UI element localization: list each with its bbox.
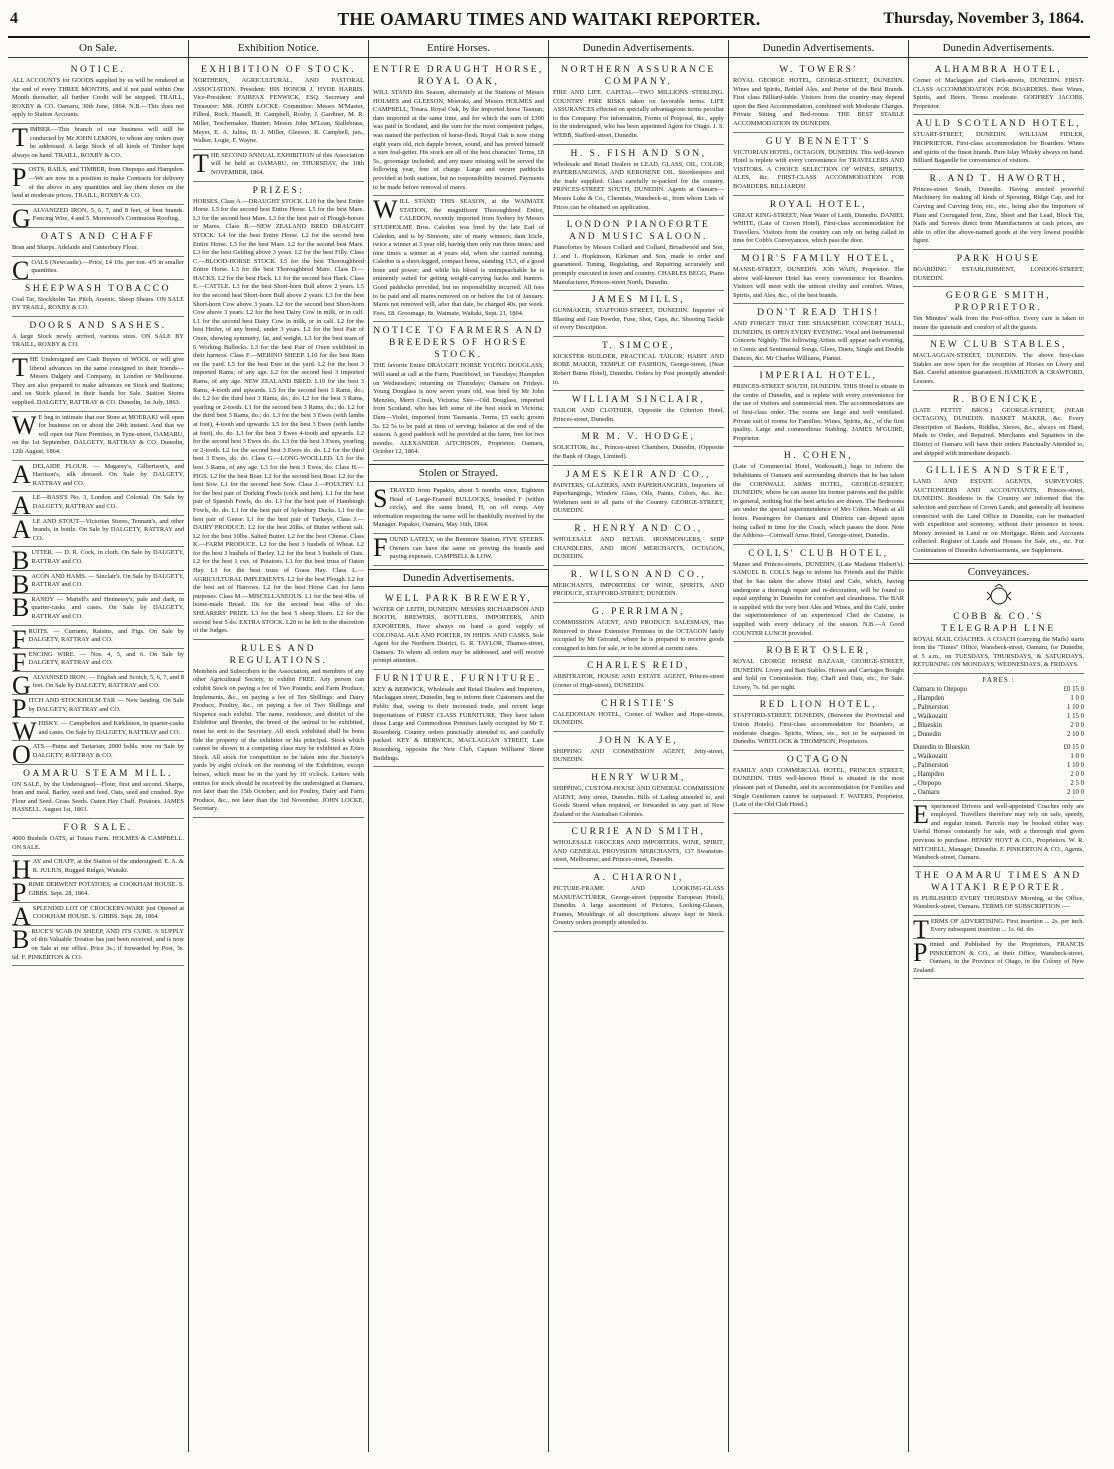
ad-heading: R. WILSON AND CO.,	[570, 569, 707, 580]
ad-body: FENCING WIRE. — Nos. 4, 5, and 6. On Sale by DALGETY, RATTRAY and CO.	[12, 647, 184, 677]
fare-amount: 1 0 0	[1070, 694, 1084, 702]
advertisement	[733, 367, 904, 447]
ad-heading: MOIR'S FAMILY HOTEL,	[741, 253, 896, 264]
ad-body: NORTHERN, AGRICULTURAL, AND PASTORAL ASSOCIATION. President: HIS HONOR J. HYDE HARRIS. Vice-President: FAIRFAX FENWICK, ESQ. Secretary and Treasurer: MR. JOHN LOCKE. Committee: Messrs M'Master, Filleul, Roch, Hassell, H. Campbell, Roxby, J. Gardiner, M. R. Miller, Teschemaker, Hunter; Messrs John M'Lean, Stallebrass, Meyer, E. A. Julius, H. J. Miller, Gleeson, R. Campbell, jun., Walker, Logie, F. Wayne.	[193, 77, 364, 145]
ad-heading: ENTIRE DRAUGHT HORSE, ROYAL OAK,	[373, 65, 544, 87]
advertisement	[373, 590, 544, 670]
ad-body: Corner of Maclaggan and Clark-streets, DUNEDIN. FIRST-CLASS ACCOMMODATION FOR BOARDERS. Best Wines, Spirits, and Beers. Terms moderate. GODFREY JACOBS, Proprietor.	[913, 77, 1084, 110]
ad-body: GALVANISED IRON. — English and Scotch, 5, 6, 7, and 8 feet. On Sale by DALGETY, RATTRAY and CO.	[12, 670, 184, 700]
ad-body: STRAYED from Papakio, about 5 months since, Eighteen Head of Large-Framed BULLOCKS, branded F (within circle), and the same brand, H, on off rump. Any information respecting the same will be thankfully received by the Manager. Papakio, Oamaru, May 16th, 1864.	[373, 483, 544, 529]
issue-date: Thursday, November 3, 1864.	[883, 10, 1084, 27]
ad-body: WILL STAND THIS SEASON, at the WAIMATE STATION, the magnificent Thoroughbred Entire, CALEDON, recently imported from Sydney by Messrs STUDHOLME Bros. Caledon was bred by the late Earl of Caledon, and is by Simoom, sire of many winners; dam Icicle, twice a winner at 3 year old, having then only run three times; and nine times a winner at 4 years old, when she carried running. Caledon is a short-legged, compact horse, standing 15.3, of a good bone and power; and while his blood is unimpeachable he is eminently suited for getting weight-carrying hacks and hunters. Good paddocks provided, but no responsibility incurred. All fees to be paid and all mares removed on or before the 1st of January. Mares not removed will, after that date, be charged 40s. per week. Fees, £8. Groomage, 8s. Waimate, Waitaki, Sept. 21, 1864.	[373, 195, 544, 317]
advertisement	[12, 354, 184, 412]
ad-body: ASPLENDID LOT OF CROCKERY-WARE just Opened at COOKHAM HOUSE. S. GIBBS. Sept. 28, 1864.	[12, 901, 184, 931]
ad-heading: MR M. V. HODGE,	[581, 432, 696, 443]
advertisement	[193, 182, 364, 640]
advertisement	[553, 823, 724, 869]
advertisement	[12, 878, 184, 908]
ad-body: KICKSTER BUILDER, PRACTICAL TAILOR, HABIT AND ROBE MAKER, TEMPLE OF FASHION, George-street, (Near Robert Burns Hotel), Dunedin. Orders by Post promptly attended to.	[553, 352, 724, 386]
ad-body: (Late of Commercial Hotel, Waikouaiti,) begs to inform the Inhabitants of Oamaru and surrounding districts that he has taken the CORNWALL ARMS HOTEL, GEORGE-STREET, DUNEDIN, where he can assure his former patrons and the public in general, nothing but the best articles are drawn. The Bedrooms are under the special superintendence of Mrs Cohen. Meals at all hours. Passengers for Oamaru and Districts can depend upon being called in time for the Coach, which passes the door. Note the Address—Cornwall Arms Hotel, George-street, Dunedin.	[733, 463, 904, 540]
advertisement	[553, 428, 724, 465]
advertisement	[913, 391, 1084, 463]
ad-heading: PARK HOUSE	[956, 253, 1041, 264]
column-2	[188, 40, 368, 1452]
ad-heading: H. S. FISH AND SON,	[570, 148, 707, 159]
fare-amount: 1 15 0	[1067, 712, 1084, 720]
ad-body: THE SECOND ANNUAL EXHIBITION of this Association will be held at OAMARU, on THURSDAY, the 10th NOVEMBER, 1864.	[193, 148, 364, 178]
fare-row	[913, 752, 1084, 761]
ad-heading: WELL PARK BREWERY,	[384, 593, 533, 604]
section-heading: Dunedin Advertisements.	[369, 569, 548, 587]
fare-amount: 2 0 0	[1070, 721, 1084, 729]
ad-body: PICTURE-FRAME AND LOOKING-GLASS MANUFACTURER, George-street (opposite European Hotel), Dunedin. A large assortment of Pictures, Looking-Glasses, Frames, Mouldings of all descriptions always kept in Stock. Country orders promptly attended to.	[553, 885, 724, 927]
ad-heading: JAMES KEIR AND CO.,	[566, 469, 711, 480]
advertisement	[553, 145, 724, 217]
ad-body: FOUND LATELY, on the Benmore Station, FIVE STEERS. Owners can have the same on proving the brands and paying expenses. CAMPBELL & LOW.	[373, 532, 544, 562]
ad-heading: ROBERT OSLER,	[766, 646, 871, 657]
ad-heading: CHRISTIE'S	[601, 698, 676, 709]
ad-heading: H. COHEN,	[783, 451, 854, 462]
ad-body: PAINTERS, GLAZIERS, AND PAPERHANGERS, Importers of Paperhangings, Window Glass, Oils, Paints, Colors, &c. &c. Workmen sent to all parts of the Country. GEORGE-STREET, DUNEDIN.	[553, 481, 724, 515]
ad-body: TERMS OF ADVERTISING. First insertion ... 2s. per inch. Every subsequent insertion ... 1s. 6d. do.	[913, 914, 1084, 944]
fare-amount: 2 5 0	[1070, 779, 1084, 787]
fare-row	[913, 721, 1084, 730]
fare-route: „ Waikouaiti	[913, 712, 948, 720]
ad-body: BACON AND HAMS. — Sinclair's. On Sale by DALGETY, RATTRAY and CO.	[12, 569, 184, 599]
ad-heading: HENRY WURM,	[591, 772, 686, 783]
ad-body: Manse and Princes-streets, DUNEDIN, (Late Madame Hubert's). SAMUEL B. COLLS begs to inform his Friends and the Public that he has taken the above Hotel and Cafe, which, having undergone a thorough repair and re-decoration, will be found to equal anything in Dunedin for comfort and cleanliness. The BAR is supplied with the very best Ales and Wines, and the Café, under the superintendence of an experienced Chef de Cuisine, is supplied with every delicacy of the season. N.B.—A Good COUNTER LUNCH provided.	[733, 560, 904, 637]
ad-body: COMMISSION AGENT, AND PRODUCE SALESMAN, Has Removed to those Extensive Premises in the OCTAGON lately occupied by Mr Gerrand, where he is prepared to receive goods consigned to him for sale, or to be stored at current rates.	[553, 618, 724, 652]
ad-heading: IMPERIAL HOTEL,	[759, 371, 878, 382]
advertisement	[553, 566, 724, 603]
advertisement	[12, 569, 184, 599]
ad-body: BRANDY — Martell's and Hennessy's, pale and dark, in quarter-casks and cases. On Sale by DALGETY, RATTRAY and CO.	[12, 592, 184, 622]
ad-heading: AULD SCOTLAND HOTEL,	[915, 119, 1082, 130]
ad-body: ON SALE, by the Undersigned—Flour, first and second. Sharps, bran and meal. Barley, seed and feed. Oats, seed and crushed. Rye Flour and Seed. Grass Seeds. Oaten Hay Chaff. Potatoes. JAMES HASSELL. August 1st, 1863.	[12, 780, 184, 814]
ad-body: HAY and CHAFF, at the Station of the undersigned. E. A. & R. JULIUS, Rugged Ridges, Waitaki.	[12, 855, 184, 885]
ad-body: MERCHANTS, IMPORTERS OF WINE, SPIRITS, AND PRODUCE, STAFFORD-STREET, DUNEDIN.	[553, 581, 724, 598]
advertisement	[913, 674, 1084, 801]
ad-body: Members and Subscribers to the Association, and members of any other Agricultural Society, to exhibit FREE. Any person can exhibit Stock on paying a fee of Two Pounds; and Farm Produce, Implements, &c., on paying a fee of Ten Shillings; and Dairy Produce, Poultry, &c., on paying a fee of Two Shillings and Sixpence each exhibit. The name, residence, and district of the Exhibitor and Breeder, the breed of the animal to be exhibited, must be sent to the Secretary. All stock exhibited shall be bona fide the property of the exhibitor or his principal. Stock which cannot be shown in a competing class may be exhibited as Extra Stock. All stock for competition to be taken into the Society's yards by eight o'clock on the morning of the Exhibition, except horses, which must be in the yard by 10 o'clock. Letters with entries for stock should be received by the undersigned at Oamaru, not later than the 15th October; and for Poultry, Dairy and Farm Produce, &c., not later than the 3rd November. JOHN LOCKE, Secretary.	[193, 667, 364, 813]
advertisement	[553, 337, 724, 391]
advertisement	[733, 447, 904, 544]
advertisement	[12, 317, 184, 354]
column-heading: Exhibition Notice.	[189, 40, 368, 58]
advertisement	[913, 914, 1084, 944]
ad-body: Ten Minutes' walk from the Post-office. Every care is taken to insure the quietude and comfort of all the guests.	[913, 315, 1084, 331]
ad-body: ROYAL MAIL COACHES. A COACH (carrying the Mails) starts from the "Times" Office, Wansbeck-street, Oamaru, for Dunedin, at 5 a.m., on TUESDAYS, THURSDAYS, & SATURDAYS, RETURNING ON MONDAYS, WEDNESDAYS, & FRIDAYS.	[913, 635, 1084, 669]
ad-heading: WILLIAM SINCLAIR,	[571, 395, 706, 406]
column-6	[908, 40, 1088, 1452]
advertisement	[913, 115, 1084, 169]
ad-body: ALL ACCOUNTS for GOODS supplied by us will be rendered at the end of every THREE MONTHS, and if not paid within One Month thereafter, all further Credit will be stopped. TRAILL, ROXBY & CO. Oamaru, 30th June, 1864. N.B.—This does not apply to Station Accounts.	[12, 77, 184, 119]
advertisement	[12, 819, 184, 856]
fare-route: Oamaru to Otepopo	[913, 685, 967, 693]
advertisement	[193, 150, 364, 182]
advertisement	[733, 250, 904, 304]
ad-body: THE favorite Entire DRAUGHT HORSE YOUNG DOUGLASS, Will stand at call at the Farm, Punchbowl, on Tuesdays; Hampden on Wednesdays; returning on Thursdays; Oamaru on Fridays. Young Douglass is now seven years old, was bred by Mr John Menzies, Merri Creek, Victoria; Sire—Old Douglass, imported from Scotland, who has left some of the best stock in Victoria; Dam—Violet, imported from Tasmania. Terms, £5 each; groom 5s. £2 5s to be paid at time of serving; balance at the end of the season. A good paddock will be provided at the farm, free for two months. ALEXANDER AITCHISON, Proprietor. Oamaru, October 12, 1864.	[373, 362, 544, 456]
ad-heading: R. HENRY AND CO.,	[574, 524, 703, 534]
ad-heading: PRIZES:	[252, 185, 305, 196]
fare-route: „ Waikouaiti	[913, 752, 948, 760]
ad-body: WILL STAND this Season, alternately at the Stations of Messrs HOLMES and GLEESON, Moeraki, and Messrs HOLMES and CAMPBELL, Totara. Royal Oak, by the imported horse Tasman; dam imported at the same time, and for which the sum of £300 was paid in Scotland, and the sum for the most competent judges, was named the perfection of horse-flesh. Royal Oak is now rising eight years old, rich dapple brown, sound, and has proved himself a sure foal-getter. His stock are all of the best character. Terms, £8 5s., groomage included; and any mare missing will be served the following year, free of charge. Large and secure paddocks provided at both stations, but no responsibility incurred. Payments to be made before removal of mares.	[373, 89, 544, 191]
advertisement	[733, 304, 904, 367]
advertisement	[913, 608, 1084, 674]
ad-heading: GILLIES AND STREET,	[926, 466, 1071, 477]
advertisement	[12, 594, 184, 626]
column-heading: On Sale.	[8, 40, 188, 58]
advertisement	[12, 124, 184, 164]
advertisement	[193, 61, 364, 150]
ad-body: BOARDING ESTABLISHMENT, LONDON-STREET, DUNEDIN.	[913, 265, 1084, 282]
ad-body: Wholesale and Retail Dealers in LEAD, GLASS, OIL, COLOR, PAPERHANGINGS, AND KEROSENE OIL. Storekeepers and the trade supplied. Glass carefully re-packed for the country. PRINCES-STREET SOUTH, DUNEDIN. Agents at Oamaru—Messrs Luke & Co., Chemists, Wansbeck-st., from whom Lists of Prices can be obtained on application.	[553, 160, 724, 211]
advertisement	[12, 717, 184, 747]
ad-body: ROYAL GEORGE HORSE BAZAAR, GEORGE-STREET, DUNEDIN. Livery and Bait Stables. Horses and Carriages Bought and Sold on Commission. Hay, Chaff and Oats, etc., for Sale. Livery, 7s. 6d. per night.	[733, 658, 904, 691]
advertisement	[733, 642, 904, 696]
ad-body: LAND AND ESTATE AGENTS, SURVEYORS, AUCTIONEERS AND ACCOUNTANTS, Princes-street, DUNEDIN. Residents in the Country are informed that the selection and purchase of Crown Lands, and generally all business connected with the Land Office in Dunedin, can be transacted with expedition and economy, without their presence in town. Money invested in Land or on Mortgage. Rents and Accounts collected. Register of Lands and Houses for Sale, etc., etc. For Continuation of Dunedin Advertisements, see Supplement.	[913, 478, 1084, 554]
advertisement	[553, 520, 724, 566]
fare-route: Dunedin to Blueskin	[913, 743, 970, 751]
fare-row	[913, 743, 1084, 752]
fares-table-oamaru	[913, 685, 1084, 739]
masthead	[8, 6, 1090, 36]
section-heading: Conveyances.	[909, 563, 1088, 581]
ad-body: PRIME DERWENT POTATOES, at COOKHAM HOUSE. S. GIBBS. Sept. 28, 1864.	[12, 878, 184, 908]
ad-body: ALE AND STOUT—Victorian Stores, Tennant's, and other brands, in bottle. On Sale by DALGETY, RATTRAY and CO.	[12, 514, 184, 544]
ad-body: FIRE AND LIFE. CAPITAL—TWO MILLIONS STERLING. COUNTRY FIRE RISKS taken on favorable terms. LIFE ASSURANCES effected on specially advantageous terms peculiar to this Company. For information, Forms of Proposal, &c., apply to the undersigned, who has been appointed Agent for Otago. J. S. WEBB, Stafford-street, Dunedin.	[553, 89, 724, 139]
fare-amount: 2 0 0	[1070, 770, 1084, 778]
advertisement	[553, 732, 724, 769]
ad-heading: NORTHERN ASSURANCE COMPANY.	[561, 65, 716, 87]
advertisement	[913, 61, 1084, 115]
column-5	[728, 40, 908, 1452]
fare-row	[913, 788, 1084, 797]
advertisement	[733, 545, 904, 642]
ad-heading: DOORS AND SASHES.	[29, 320, 167, 331]
advertisement	[913, 867, 1084, 916]
advertisement	[553, 391, 724, 428]
ad-body: MACLAGGAN-STREET, DUNEDIN. The above first-class Stables are now open for the reception of Horses on Livery and Bait. Careful attention guaranteed. HAMILTON & CRAWFORD, Lessees.	[913, 352, 1084, 386]
ad-body: COALS (Newcastle).—Price, £4 10s. per ton. 4/5 in smaller quantities.	[12, 255, 184, 285]
advertisement	[913, 939, 1084, 979]
ad-heading: R. AND T. HAWORTH,	[929, 173, 1068, 184]
ad-body: ADELAIDE FLOUR. — Magarey's, Gilbertson's, and Harrison's, silk dressed. On Sale by DALGETY, RATTRAY and CO.	[12, 459, 184, 489]
advertisement	[12, 740, 184, 770]
ad-body: FAMILY AND COMMERCIAL HOTEL, PRINCES STREET, DUNEDIN. THIS well-known Hotel is situated in the most pleasant part of Dunedin, and its accommodation for Families and Single Gentlemen cannot be surpassed. F. WATERS, Proprietor, (Late of the Old Club Hotel.)	[733, 766, 904, 809]
ad-heading: CHARLES REID,	[587, 661, 690, 672]
ad-body: BRUCE'S SCAB IN SHEEP, AND ITS CURE. A SUPPLY of this Valuable Treatise has just been received, and is now on Sale at our office. Price 3s.; if forwarded by Post, 3s. 6d. F. PINKERTON & CO.	[12, 924, 184, 961]
ad-body: 4000 Bushels OATS, at Totara Farm. HOLMES & CAMPBELL. ON SALE.	[12, 835, 184, 851]
fare-row	[913, 761, 1084, 770]
ad-heading: RULES AND REGULATIONS.	[229, 643, 328, 666]
advertisement	[12, 280, 184, 317]
ad-body: VICTORIAN HOTEL, OCTAGON, DUNEDIN. This well-known Hotel is replete with every convenience for TRAVELLERS AND VISITORS. A CHOICE SELECTION OF WINES, SPIRITS, ALES, &c. FIRST-CLASS ACCOMMODATION FOR BOARDERS. BILLIARDS!	[733, 148, 904, 190]
advertisement	[12, 765, 184, 819]
advertisement	[733, 133, 904, 196]
ad-body: CALEDONIAN HOTEL, Corner of Walker and Hope-streets, DUNEDIN.	[553, 710, 724, 727]
ad-body: WHOLESALE GROCERS AND IMPORTERS, WINE, SPIRIT, AND GENERAL PROVISION MERCHANTS, 137 Swanston-street, Melbourne; and Princes-street, Dunedin.	[553, 839, 724, 864]
ad-heading: THE OAMARU TIMES AND WAITAKI REPORTER.	[915, 870, 1082, 893]
advertisement	[373, 322, 544, 461]
ad-body: POSTS, RAILS, and TIMBER, from Otepopo and Hampden.—We are now in a position to make Contracts for delivery of the above in any quantities and lay them down on the land at moderate prices. TRAILL, ROXBY & CO.	[12, 163, 184, 200]
ad-heading: JOHN KAYE,	[598, 735, 679, 746]
newspaper-title: THE OAMARU TIMES AND WAITAKI REPORTER.	[337, 9, 761, 29]
ad-body: A large Stock newly arrived, various sizes. ON SALE BY TRAILL, ROXBY & CO.	[12, 332, 184, 349]
advertisement	[553, 657, 724, 694]
ad-body: SHIPPING AND COMMISSION AGENT, Jetty-street, DUNEDIN.	[553, 747, 724, 764]
ad-body: Experienced Drivers and well-appointed Coaches only are employed. Travellers therefore may rely on safe, speedy, and regular transit. Parcels may be booked either way. Useful Horses constantly for sale, with a thorough trial given previous to purchase. HENRY HOYT & CO., Proprietors. W. R. MITCHELL, Manager, Dunedin. F. PINKERTON & CO., Agents, Wansbeck-street, Oamaru.	[913, 799, 1084, 862]
ad-body: SHIPPING, CUSTOM-HOUSE AND GENERAL COMMISSION AGENT, Jetty street, Dunedin. Bills of Lading attended to, and Goods Stored when required, or forwarded to any part of New Zealand or the Australian Colonies.	[553, 784, 724, 818]
ad-heading: A. CHIARONI,	[593, 873, 684, 884]
ad-body: IS PUBLISHED EVERY THURSDAY Morning, at the Office, Wansbeck-street, Oamaru. TERMS OF SUBSCRIPTION :—	[913, 894, 1084, 911]
advertisement	[733, 696, 904, 750]
fare-row	[913, 770, 1084, 779]
advertisement	[913, 170, 1084, 250]
advertisement	[373, 534, 544, 566]
fare-route: „ Otepopo	[913, 779, 942, 787]
column-3	[368, 40, 548, 1452]
ad-heading: JAMES MILLS,	[591, 295, 686, 306]
ad-heading: GUY BENNETT'S	[765, 136, 872, 147]
fare-route: „ Palmerston	[913, 761, 949, 769]
ad-body: GREAT KING-STREET, Near Water of Leith, Dunedin. DANIEL WHITE, (Late of Crown Hotel). First-class accommodation for Travellers. Visitors from the country can rely on being called in time for Cobb's Conveyances, which pass the door.	[733, 211, 904, 245]
ad-body: Printed and Published by the Proprietors, FRANCIS PINKERTON & CO., at their Office, Wansbeck-street, Oamaru, in the Province of Otago, in the Colony of New Zealand.	[913, 938, 1084, 974]
column-1	[8, 40, 188, 1452]
fare-row	[913, 703, 1084, 712]
ad-body: Bran and Sharps. Adelaide and Canterbury Flour.	[12, 243, 139, 251]
advertisement	[913, 287, 1084, 336]
fare-row	[913, 712, 1084, 721]
fares-table-dunedin	[913, 743, 1084, 797]
ad-body: PRINCES-STREET SOUTH, DUNEDIN. THIS Hotel is situate in the centre of Dunedin, and is replete with every convenience for the use of visitors and commercial men. The accommodations are of first-class order. The rooms are large and well ventilated. Private suit of rooms for Families. Wines, Spirits, &c., of the first quality. Large and commodious Stabling. JAMES M'GUIRE, Proprietor.	[733, 383, 904, 442]
advertisement	[12, 670, 184, 700]
ad-heading: OAMARU STEAM MILL.	[23, 768, 173, 779]
ad-body: MANSE-STREET, DUNEDIN. JOB WAIN, Proprietor. The above well-known Hotel has every convenience for Boarders. Visitors will meet with the utmost civility and comfort. Wines, Spirits, and Ales, &c., of the best brands.	[733, 265, 904, 299]
ad-body: HORSES. Class A.—DRAUGHT STOCK. L10 for the best Entire Horse. L5 for the second best Entire Horse. L5 for the best Mare. L3 for the second best Mare. L3 for the best pair of Plough-horses or Mares. Class B.—NEW ZEALAND BRED DRAUGHT STOCK. L4 for the best Entire Horse. L2 for the second best Entire Horse. L3 for the best Mare. L2 for the second best Mare. L3 for the best Gelding above 3 years. L2 for the best Filly. Class C.—BLOOD-HORSE STOCK. L5 for the best Thoroughbred Entire Horse. L3 for the best Thoroughbred Mare. Class D.—HACKS. L2 for the best Hack. L1 for the second best Hack. Class E.—CATTLE. L3 for the best Short-horn Bull above 2 years. L5 for the second best Short-horn Bull above 2 years. L3 for the best Short-horn Cow above 3 years. L2 for the second best Short-horn Cow above 3 years. L2 for the best Dairy Cow in milk, or in calf. L1 for the second best Dairy Cow in milk, or in calf. L2 for the best Heifer, of any breed, under 3 years. L2 for the best Pair of Oxen, showing symmetry, fat, and weight. L3 for the best team of 6 Working Bullocks. L3 for the best Pair of Oxen exhibited in their harness. Class F.—MERINO SHEEP. L10 for the best Ram on the yard. L5 for the best Ewe in the yard. L2 for the best 3 imported Rams, of any age. L2 for the second best 3 imported Rams, of any age. NEW ZEALAND BRED. L10 for the best 3 Rams, 4-tooth and upwards. L5 for the second best 3 Rams, do.; do. L2 for the third best 3 Rams, do.; do. L2 for the best 3 Rams, yearling or 2-tooth. L1 for the second best 3 Rams, do.; do. L2 for the third best 3 Rams, do.; do. L3 for the best 3 Ewes (with lambs at foot), 4-tooth and upwards. L5 for the best 3 Ewes (with lambs at foot), do. do. L3 for the best 3 Ewes 4-tooth and upwards. L2 for the second best 3 Ewes do. do. L3 for the best 3 Ewes, yearling or 2-tooth. L2 for the second best 3 Ewes do. do. L2 for the third best 3 Ewes, do. do. Class G.—LONG-WOOLLED. L5 for the best 3 Rams, of any age. L3 for the best 3 Ewes, do. Class H.—PIGS. L2 for the best Boar. L2 for the second best Boar. L2 for the best Sow. L1 for the second best Sow. Class J.—POULTRY. L1 for the best pair of Dorking Fowls (cock and hen). L1 for the best pair of Spanish Fowls, do. do. L1 for the best pair of Hamburgh Fowls, do. do. L1 for the best pair of Aylesbury Ducks. L1 for the best pair of Geese. L1 for the best pair of Turkeys. Class J.—DAIRY PRODUCE. L2 for the best 20lbs. of Butter without salt. L2 for the best 10lbs. Salted Butter. L2 for the best Cheese. Class K.—FARM PRODUCE. L2 for the best 3 bushels of Wheat. L2 for the best 3 bushels of Barley. L2 for the best 3 bushels of Oats. L2 for the best 1 cwt. of Potatoes. L1 for the best truss of Oaten Hay. L1 for the best truss of Grass Hay. Class L.—AGRICULTURAL IMPLEMENTS. L2 for the best Plough. L2 for the best set of Harrows. L2 for the best Horse Cart for farm purposes. Class M.—MISCELLANEOUS. L1 for the best 4lbs. of home-made Bread. 10s for the second best 4lbs of do. SHEARERS' PRIZE. L3 for the best 5 sheep Shorn. L2 for the second best 5 do. EXTRA STOCK. L20 to be left to the discretion of the Judges.	[193, 197, 364, 635]
ad-body: AND FORGET THAT THE SHAKSPERE CONCERT HALL, DUNEDIN, IS OPEN EVERY EVENING. Vocal and Instrumental Concerts Nightly. The following Artists will appear each evening, in Comic and Sentimental Songs, Glees, Duets, Single and Double Dances, &c. Mr Charles Williams, Pianist.	[733, 320, 904, 362]
ad-heading: SHEEPWASH TOBACCO	[25, 283, 171, 294]
ad-heading: R. BOENICKE,	[952, 394, 1045, 405]
advertisement	[12, 546, 184, 576]
advertisement	[12, 901, 184, 931]
advertisement	[12, 516, 184, 548]
ad-body: THE Undersigned are Cash Buyers of WOOL or will give liberal advances on the same consigned to their friends—Messrs Dalgety and Company, in London or Melbourne. They are also prepared to make advances on Stock and Stations; and on Stock placed in their hands for Sale. Station Stores supplied. DALGETY, RATTRAY & CO. Dunedin, 1st July, 1863.	[12, 353, 184, 407]
ad-heading: W. TOWERS'	[779, 65, 858, 75]
ad-body: WHISKY. — Campbelton and Kirkliston, in quarter-casks and cases. On Sale by DALGETY, RATTRAY and CO.	[12, 717, 184, 747]
advertisement	[913, 336, 1084, 390]
column-heading: Dunedin Advertisements.	[729, 40, 908, 58]
fare-row	[913, 730, 1084, 739]
page-number: 4	[10, 10, 18, 27]
ad-body: TAILOR AND CLOTHIER, Opposite the Criterion Hotel, Princes-street, Dunedin.	[553, 407, 724, 423]
advertisement	[12, 255, 184, 285]
ad-body: GALVANIZED IRON, 5, 6, 7, and 8 feet, of best brands. Fencing Wire, 4 and 5. Morewood's Continuous Roofing.	[12, 203, 184, 233]
fare-row	[913, 694, 1084, 703]
ad-body: ROYAL GEORGE HOTEL, GEORGE-STREET, DUNEDIN. Wines and Spirits, Bottled Ales, and Porter of the Best Brands. First class Billiard-table. Visitors from the country may depend upon the Best Accommodation, combined with Moderate Charges. Private Sitting and Bed-rooms. THE BEST STABLE ACCOMMODATION IN DUNEDIN.	[733, 77, 904, 127]
ad-heading: ROYAL HOTEL,	[769, 199, 868, 210]
ad-body: WHOLESALE AND RETAIL IRONMONGERS, SHIP CHANDLERS, AND IRON MERCHANTS, OCTAGON, DUNEDIN.	[553, 536, 724, 561]
fare-row	[913, 685, 1084, 694]
ad-heading: EXHIBITION OF STOCK.	[200, 65, 357, 75]
advertisement	[12, 855, 184, 885]
ad-heading: NEW CLUB STABLES,	[930, 340, 1067, 351]
advertisement	[913, 462, 1084, 559]
ad-body: Princes-street South, Dunedin. Having erected powerful Machinery for making all kinds of Spouting, Ridge Cap, and for Curving and Curving Iron, etc., etc., being also the Importers of Plain and Corrugated Iron, Zinc, Sheet and Bar Lead, Block Tin, Nails and Screws direct from Manufacturers at cash prices, are able to offer the above-named goods at the very lowest possible figure.	[913, 185, 1084, 245]
advertisement	[12, 228, 184, 257]
advertisement	[553, 695, 724, 732]
ad-heading: FURNITURE. FURNITURE.	[375, 673, 542, 684]
fare-amount: £0 15 0	[1063, 743, 1084, 751]
fare-amount: 2 10 0	[1067, 730, 1084, 738]
ad-heading: NOTICE TO FARMERS AND BREEDERS OF HORSE STOCK.	[373, 326, 544, 361]
advertisement	[373, 670, 544, 767]
advertisement	[12, 164, 184, 204]
ad-heading: FOR SALE.	[63, 823, 133, 833]
ad-heading: GEORGE SMITH, PROPRIETOR.	[945, 291, 1052, 314]
advertisement	[553, 216, 724, 291]
column-heading: Entire Horses.	[369, 40, 548, 58]
ad-heading: ALHAMBRA HOTEL,	[934, 65, 1063, 75]
ad-heading: COBB & CO.'S TELEGRAPH LINE	[941, 611, 1056, 634]
ad-body: Pianofortes by Messrs Collard and Collard, Broadwood and Son, J. and J. Hopkinson, Kirkman and Son, made to order and guaranteed. Tuning, Regulating, and Repairing accurately and promptly executed in town and country. CHARLES BEGG, Piano Manufacturer, Princes-street North, Dunedin.	[553, 244, 724, 286]
advertisement	[733, 196, 904, 250]
ad-body: OATS.—Putna and Tartarian; 2000 bshls. now on Sale by DALGETY, RATTRAY & CO.	[12, 740, 184, 770]
ad-body: ALE—BASS'S No. 3, London and Colonial. On Sale by DALGETY, RATTRAY and CO.	[12, 491, 184, 521]
columns	[8, 40, 1092, 1452]
fare-route: „ Palmerston	[913, 703, 949, 711]
advertisement	[733, 751, 904, 814]
ad-heading: COLLS' CLUB HOTEL,	[748, 548, 889, 559]
masthead-rule	[8, 36, 1090, 38]
royal-crest-icon	[984, 584, 1014, 606]
advertisement	[12, 491, 184, 521]
fare-amount: 1 10 0	[1067, 761, 1084, 769]
ad-heading: G. PERRIMAN,	[591, 606, 686, 617]
fare-amount: £0 15 0	[1063, 685, 1084, 693]
advertisement	[12, 624, 184, 654]
ad-body: SOLICITOR, &c., Princes-street Chambers, Dunedin, (Opposite the Bank of Otago, Limited).	[553, 444, 724, 461]
advertisement	[553, 291, 724, 337]
ad-body: TIMBER.—This branch of our business will still be conducted by Mr JOHN LEMON, to whom any orders may be addressed. A large Stock of all kinds of Timber kept always on hand. TRAILL, ROXBY & CO.	[12, 122, 184, 159]
advertisement	[12, 647, 184, 677]
fare-amount: 2 10 0	[1067, 788, 1084, 796]
advertisement	[12, 412, 184, 461]
advertisement	[12, 926, 184, 966]
ad-body: WATER OF LEITH, DUNEDIN. MESSRS RICHARDSON AND BOOTH, BREWERS, BOTTLERS, IMPORTERS, AND EXPORTERS, Have always on hand a good supply of COLONIAL ALE AND PORTER, IN HHDS. AND CASKS. Sole Agent for the Northern District, G. R. TAYLOR, Thames-street, Oamaru. To whom all orders may be addressed, and will receive prompt attention.	[373, 605, 544, 665]
ad-heading: NOTICE.	[70, 65, 126, 75]
ad-body: STUART-STREET, DUNEDIN. WILLIAM FIDLER, PROPRIETOR. First-class accommodation for Boarders. Wines and spirits of the finest brands. Pure Islay Whisky always on hand. Billiard Bagatelle for convenience of visitors.	[913, 131, 1084, 165]
advertisement	[12, 61, 184, 124]
ad-body: STAFFORD-STREET, DUNEDIN, (Between the Provincial and Union Hotels). First-class accommodation for Boarders, at moderate charges. Spirits, Wines, etc., not to be surpassed in Dunedin. WHITLOCK & THOMPSON, Proprietors.	[733, 712, 904, 746]
ad-heading: LONDON PIANOFORTE AND MUSIC SALOON.	[566, 220, 711, 243]
ad-heading: DON'T READ THIS!	[757, 308, 880, 319]
ad-body: FRUITS. — Currants, Raisins, and Figs. On Sale by DALGETY, RATTRAY and CO.	[12, 624, 184, 654]
ad-body: Coal Tar, Stockholm Tar. Pitch, Arsenic. Sheep Shears. ON SALE BY TRAILL, ROXBY & CO.	[12, 295, 184, 312]
fare-route: „ Hampden	[913, 770, 945, 778]
ad-heading: OATS AND CHAFF	[40, 231, 156, 242]
advertisement	[12, 203, 184, 233]
ad-heading: CURRIE AND SMITH,	[571, 827, 706, 838]
column-heading: Dunedin Advertisements.	[909, 40, 1088, 58]
ad-body: GUNMAKER, STAFFORD-STREET, DUNEDIN. Importer of Blasting and Gun Powder, Fuse, Shot, Caps, &c. Shooting Tackle of every Description.	[553, 307, 724, 332]
advertisement	[12, 694, 184, 724]
advertisement	[12, 461, 184, 493]
advertisement	[373, 61, 544, 196]
advertisement	[553, 466, 724, 520]
ad-body: WE beg to intimate that our Store at MOERAKI will open for business on or about the 24th instant. And that we will open our New Premises, in Tyne-street, OAMARU, on the 1st September. DALGETY, RATTRAY & CO. Dunedin, 12th August, 1864.	[12, 410, 184, 455]
fares-heading: FARES :	[982, 675, 1015, 684]
advertisement	[913, 801, 1084, 867]
newspaper-page	[8, 6, 1098, 1458]
fare-row	[913, 779, 1084, 788]
fare-route: „ Blueskin	[913, 721, 942, 729]
advertisement	[913, 250, 1084, 287]
advertisement	[373, 196, 544, 322]
fare-route: „ Dunedin	[913, 730, 942, 738]
advertisement	[733, 61, 904, 133]
ad-heading: RED LION HOTEL,	[759, 700, 878, 711]
fare-route: „ Oamaru	[913, 788, 940, 796]
fare-amount: 1 10 0	[1067, 703, 1084, 711]
advertisement	[193, 640, 364, 818]
advertisement	[553, 769, 724, 823]
fare-amount: 1 0 0	[1070, 752, 1084, 760]
ad-heading: T. SIMCOE,	[601, 340, 676, 351]
ad-body: PITCH AND STOCKHOLM TAR — New landing. On Sale by DALGETY, RATTRAY and CO.	[12, 694, 184, 724]
ad-body: ARBITRATOR, HOUSE AND ESTATE AGENT, Princes-street (corner of High-street), DUNEDIN.	[553, 673, 724, 689]
advertisement	[553, 61, 724, 145]
column-heading: Dunedin Advertisements.	[549, 40, 728, 58]
fare-route: „ Hampden	[913, 694, 945, 702]
ad-body: BUTTER. — D. R. Cock, in cloth. On Sale by DALGETY, RATTRAY and CO.	[12, 546, 184, 576]
ad-body: (LATE PETTIT BROS.) GEORGE-STREET, (NEAR OCTAGON), DUNEDIN. BASKET MAKER, &c. Every Description of Baskets, Riddles, Sieves, &c., always on Hand, Made to Order, and Repaired. Merchants and Squatters in the District of Oamaru will have their orders Punctually Attended to, and shipped with immediate despatch.	[913, 406, 1084, 457]
advertisement	[373, 485, 544, 534]
ad-heading: OCTAGON	[786, 754, 851, 765]
ad-body: KEY & BERWICK, Wholesale and Retail Dealers and Importers, Maclaggan street, Dunedin, beg to inform their Customers and the Public that, owing to their increased trade, and recent large Importations of FIRST CLASS FURNITURE, They have taken those Large and Commodious Premises lately occupied by Mr T. Rosenberg. Country orders punctually attended to, and carefully packed. KEY & BERWICK, MACLAGGAN STREET, Late Rosenberg, opposite the New Club, Captain Williams' Stone Buildings.	[373, 685, 544, 762]
column-4	[548, 40, 728, 1452]
advertisement	[553, 869, 724, 932]
advertisement	[553, 603, 724, 657]
section-heading: Stolen or Strayed.	[369, 464, 548, 482]
